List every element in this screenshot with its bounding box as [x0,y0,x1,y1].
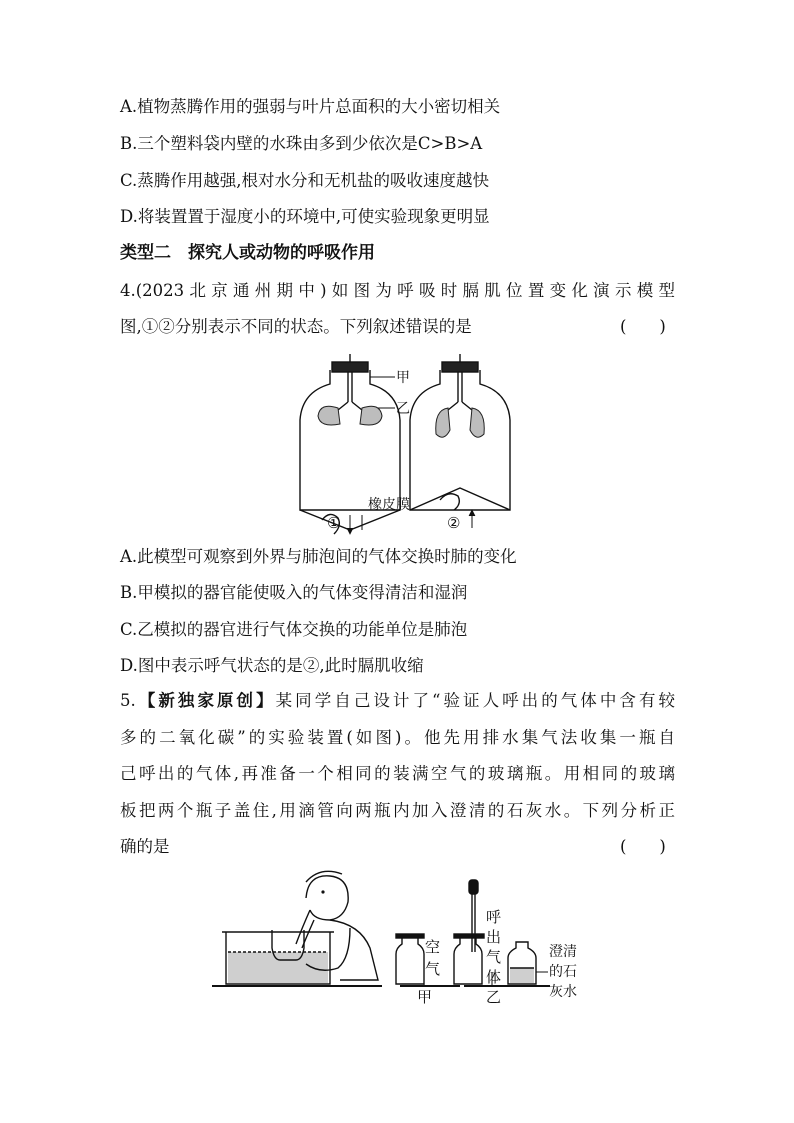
q4-stem-line2: 图,①②分别表示不同的状态。下列叙述错误的是 [120,317,472,336]
q5-label-yi: 乙 [486,988,502,1006]
q4-answer-paren[interactable]: ( ) [620,317,666,336]
prev-option-a: A.植物蒸腾作用的强弱与叶片总面积的大小密切相关 [120,97,501,116]
q5-label-exhaled-4: 体 [486,968,502,986]
q5-label-lime-3: 灰水 [549,984,577,1000]
q5-stem-line3: 己呼出的气体,再准备一个相同的装满空气的玻璃瓶。用相同的玻璃 [120,764,675,783]
q5-label-air-2: 气 [425,960,441,978]
q5-label-exhaled-3: 气 [486,948,502,966]
q5-label-exhaled-2: 出 [486,928,502,946]
q4-label-state1: ① [327,514,341,532]
q4-label-membrane: 橡皮膜 [368,497,410,513]
q5-label-air-1: 空 [425,938,441,956]
q5-label-exhaled-1: 呼 [486,908,502,926]
q4-stem-line1: 4.(2023北京通州期中)如图为呼吸时膈肌位置变化演示模型 [120,281,675,300]
q5-stem-line5: 确的是 [120,837,170,856]
q5-label-jia: 甲 [417,988,433,1006]
q5-experiment-figure [210,868,590,1008]
q5-answer-paren[interactable]: ( ) [620,837,666,856]
q4-option-b: B.甲模拟的器官能使吸入的气体变得清洁和湿润 [120,583,468,602]
prev-option-d: D.将装置置于湿度小的环境中,可使实验现象更明显 [120,207,490,226]
q5-stem-line1 [120,690,675,712]
q5-label-lime-1: 澄清 [549,944,577,960]
q5-number: 5. [120,691,136,710]
q4-option-d: D.图中表示呼气状态的是②,此时膈肌收缩 [120,656,424,675]
section-heading: 类型二 探究人或动物的呼吸作用 [120,243,375,263]
q5-stem-line2: 多的二氧化碳”的实验装置(如图)。他先用排水集气法收集一瓶自 [120,728,675,747]
q4-label-yi: 乙 [396,401,410,417]
q5-tag: 【新独家原创】 [135,691,276,710]
q4-option-c: C.乙模拟的器官进行气体交换的功能单位是肺泡 [120,620,468,639]
q4-label-jia: 甲 [396,370,410,386]
q5-stem-line4: 板把两个瓶子盖住,用滴管向两瓶内加入澄清的石灰水。下列分析正 [120,801,675,820]
q5-label-lime-2: 的石 [549,964,577,980]
prev-option-b: B.三个塑料袋内壁的水珠由多到少依次是C>B>A [120,134,483,153]
prev-option-c: C.蒸腾作用越强,根对水分和无机盐的吸收速度越快 [120,171,490,190]
q4-label-state2: ② [447,514,461,532]
q5-stem-line1-rest: 某同学自己设计了“验证人呼出的气体中含有较 [275,691,675,710]
q4-option-a: A.此模型可观察到外界与肺泡间的气体交换时肺的变化 [120,547,517,566]
